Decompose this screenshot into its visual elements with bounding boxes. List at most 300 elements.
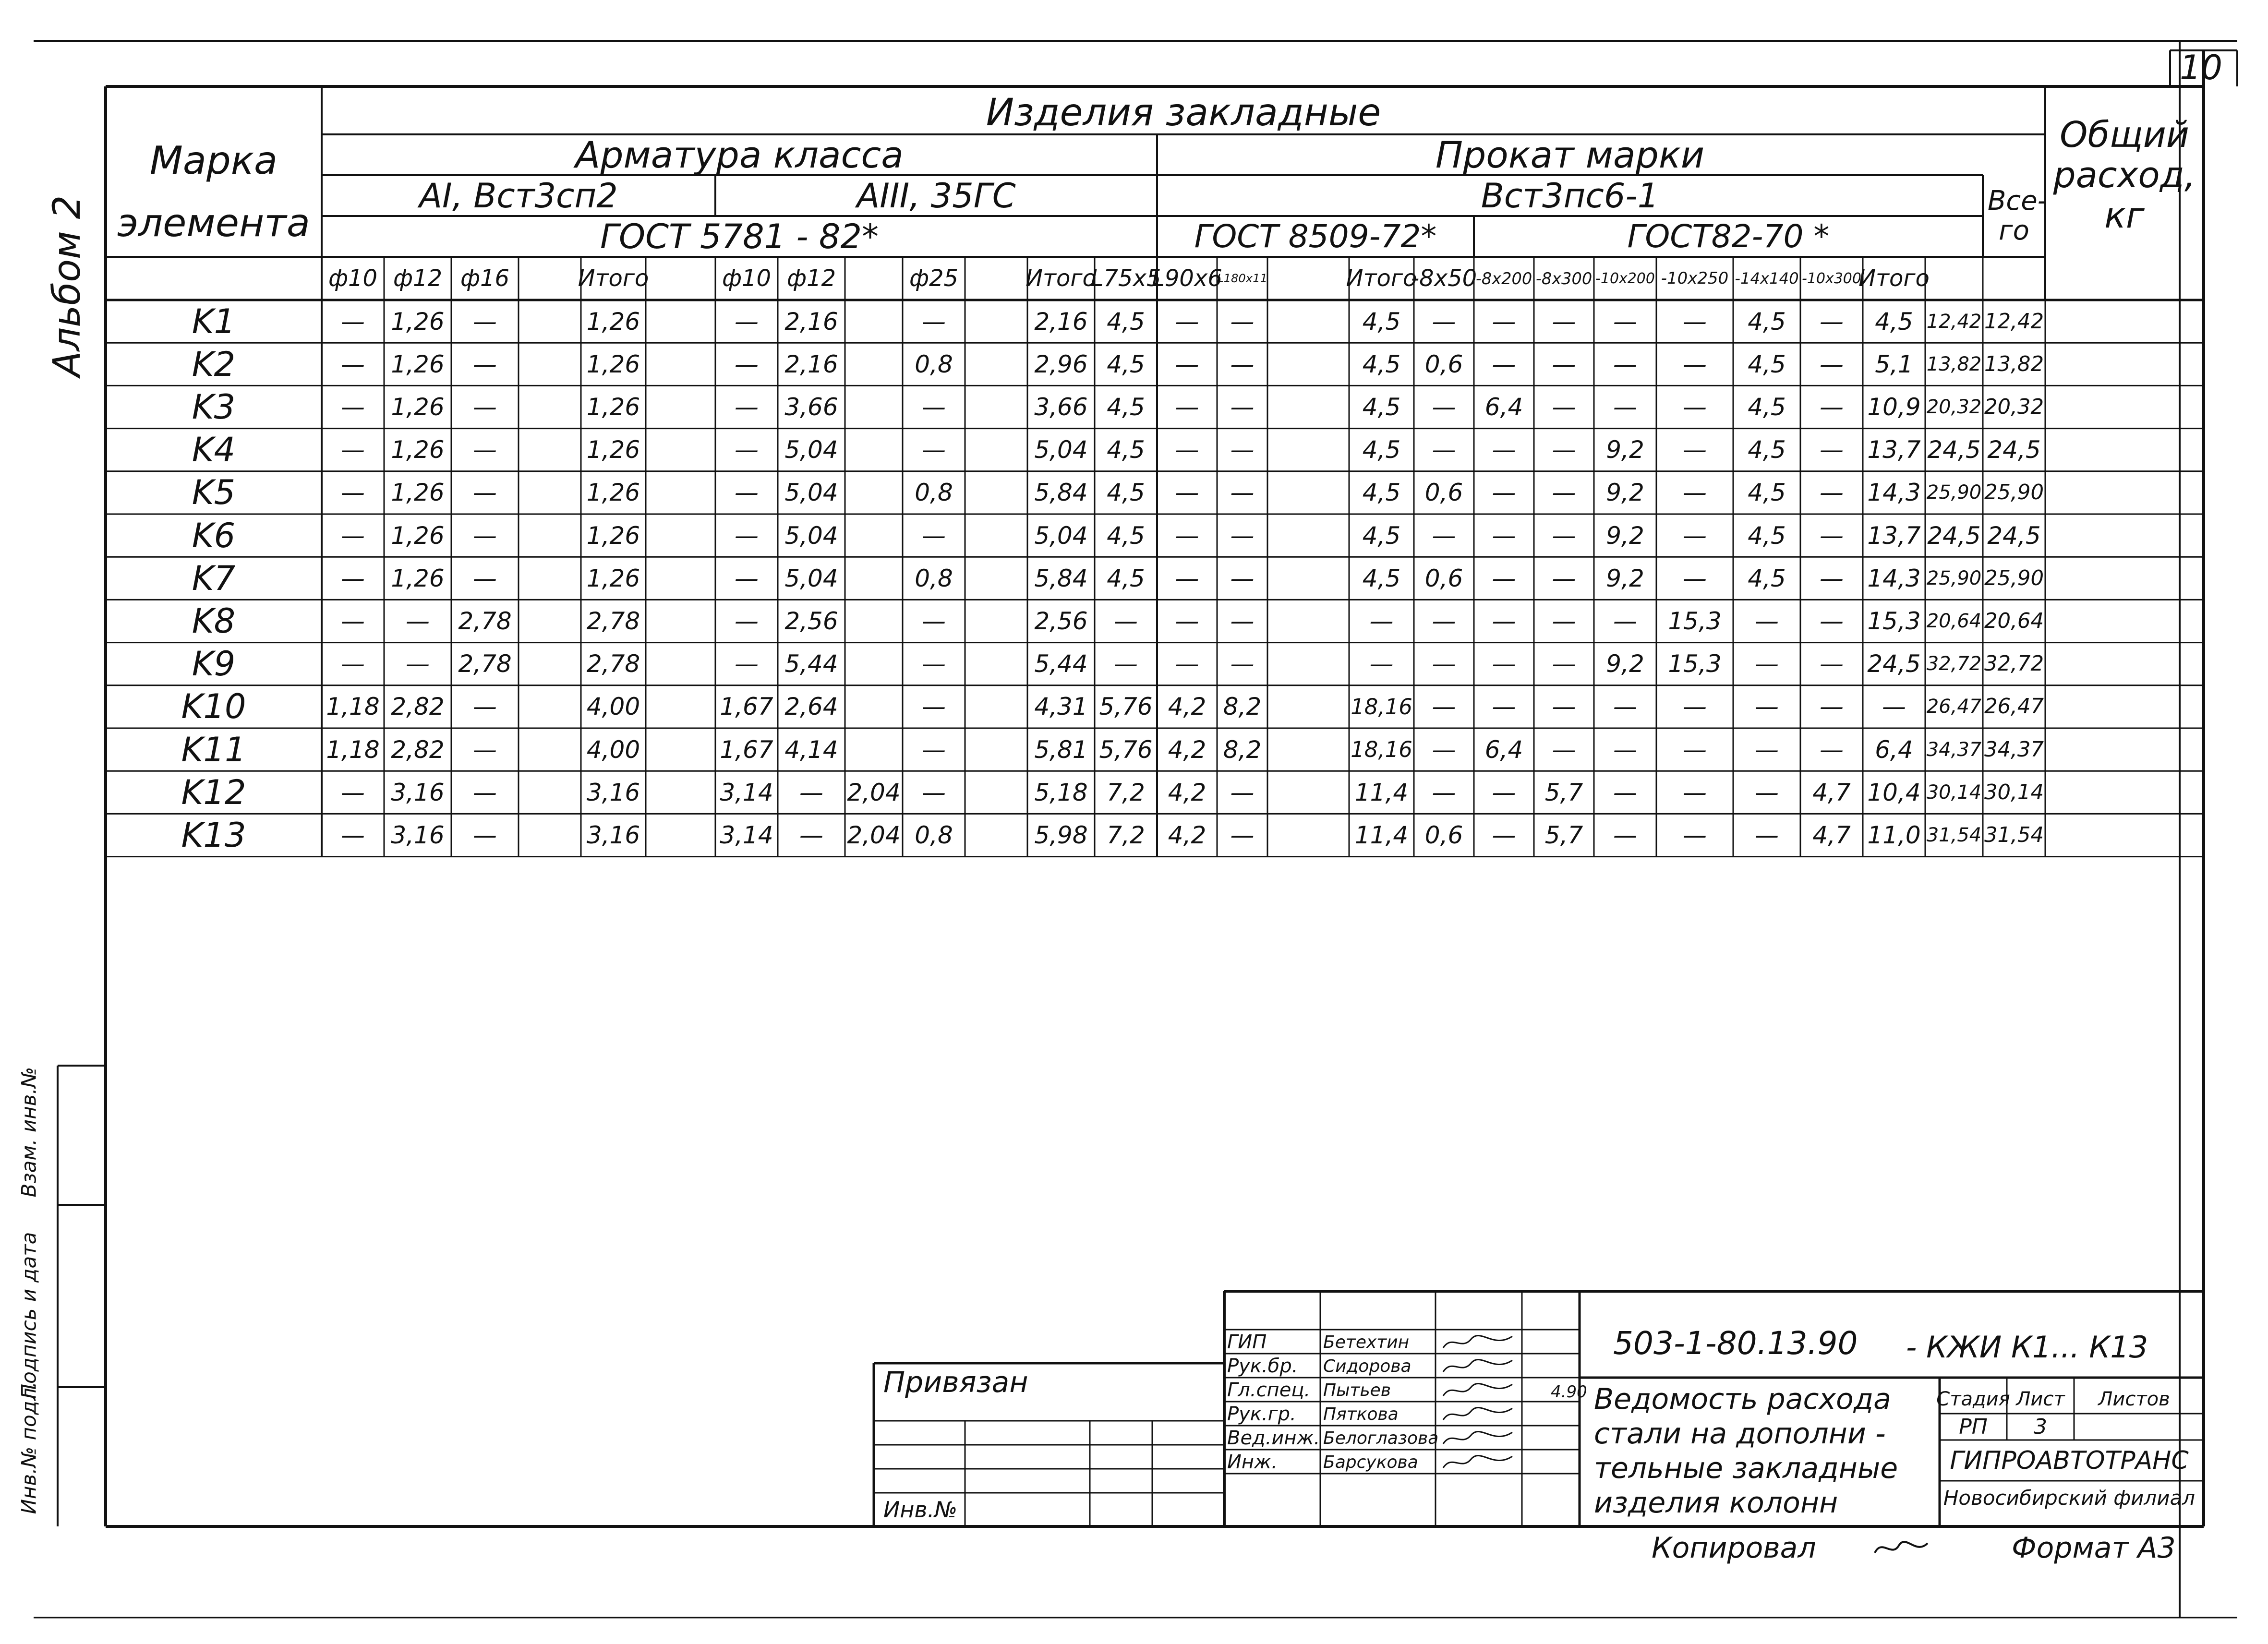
table-cell: 11,4 <box>1354 821 1409 849</box>
table-cell: — <box>735 564 759 592</box>
table-cell: — <box>1613 307 1637 336</box>
table-cell: 3,66 <box>1034 393 1088 421</box>
table-cell: 1,26 <box>586 479 640 507</box>
table-cell: — <box>1683 350 1707 378</box>
table-cell: — <box>1552 393 1576 421</box>
header-vsego-text: Все-го <box>1988 185 2047 246</box>
table-cell: 4,5 <box>1362 350 1401 378</box>
table-cell: 6,4 <box>1875 735 1913 764</box>
table-cell: — <box>473 564 497 592</box>
header-prokat: Прокат марки <box>1435 133 1705 176</box>
table-cell: — <box>1230 821 1255 849</box>
table-cell: 24,5 <box>1987 521 2041 550</box>
header-aiii-class: AIII, 35ГС <box>857 176 1016 216</box>
table-cell: 1,26 <box>586 564 640 592</box>
table-cell: — <box>1820 393 1844 421</box>
table-cell: 4,5 <box>1362 436 1401 464</box>
table-cell: 4,5 <box>1362 307 1401 336</box>
table-cell: — <box>1230 307 1255 336</box>
table-cell: — <box>1432 393 1456 421</box>
table-cell: 4,5 <box>1362 479 1401 507</box>
table-cell: — <box>799 778 823 806</box>
table-cell: 4,5 <box>1748 521 1786 550</box>
table-cell: — <box>1820 650 1844 678</box>
person-name: Пытьев <box>1323 1380 1391 1400</box>
column-header: ф10 <box>722 265 772 292</box>
table-cell: 3,16 <box>586 821 640 849</box>
header-izdeliya: Изделия закладные <box>986 91 1381 134</box>
table-cell: — <box>1755 650 1779 678</box>
table-cell: 5,7 <box>1544 821 1583 849</box>
table-cell: 4,00 <box>586 735 640 764</box>
doc-suffix: - КЖИ К1... К13 <box>1906 1330 2148 1365</box>
table-cell: — <box>1552 607 1576 635</box>
header-ai-class: AI, Вст3сп2 <box>419 176 618 216</box>
inv-no-label: Инв.№ <box>883 1497 958 1523</box>
table-cell: 4,2 <box>1168 778 1206 806</box>
table-cell: 1,26 <box>586 521 640 550</box>
table-cell: — <box>922 307 946 336</box>
table-cell: — <box>341 350 365 378</box>
table-cell: 13,82 <box>1926 353 1982 375</box>
column-header <box>1925 257 1983 300</box>
table-cell: — <box>735 479 759 507</box>
table-cell: — <box>1492 307 1516 336</box>
table-cell: 4,5 <box>1748 564 1786 592</box>
table-cell: — <box>1820 693 1844 721</box>
table-cell: — <box>922 436 946 464</box>
table-cell: — <box>1755 607 1779 635</box>
table-cell: — <box>473 479 497 507</box>
table-cell: — <box>1369 650 1394 678</box>
column-header: -8x300 <box>1535 269 1592 288</box>
table-cell: 2,56 <box>1034 607 1088 635</box>
table-cell: — <box>341 521 365 550</box>
format-label: Формат А3 <box>2012 1531 2176 1565</box>
column-header: -10x250 <box>1661 269 1729 288</box>
table-cell: 3,16 <box>391 778 445 806</box>
table-cell: — <box>473 307 497 336</box>
table-cell: 5,04 <box>784 521 838 550</box>
table-cell: 4,00 <box>586 693 640 721</box>
column-header: ф10 <box>328 265 378 292</box>
sheet-number: 10 <box>2180 48 2223 87</box>
table-cell: — <box>1492 521 1516 550</box>
table-cell: — <box>473 393 497 421</box>
row-mark: K9 <box>192 644 236 684</box>
table-cell: — <box>341 564 365 592</box>
table-cell: — <box>1613 778 1637 806</box>
table-cell: 13,82 <box>1984 352 2044 376</box>
table-cell: — <box>473 521 497 550</box>
copier-signature-icon <box>1872 1534 1930 1562</box>
table-cell: 14,3 <box>1867 564 1921 592</box>
table-cell: — <box>341 436 365 464</box>
column-header: L75x5 <box>1090 265 1161 292</box>
column-header <box>965 257 1027 300</box>
table-cell: 2,04 <box>847 821 901 849</box>
person-name: Пяткова <box>1323 1404 1399 1424</box>
header-obshchiy-text: Общий расход, кг <box>2053 114 2196 236</box>
table-cell: 1,26 <box>391 564 445 592</box>
header-obshchiy <box>2045 91 2204 259</box>
table-cell: — <box>1432 521 1456 550</box>
table-cell: 15,3 <box>1668 607 1722 635</box>
column-header: -14x140 <box>1735 269 1799 288</box>
table-cell: 11,4 <box>1354 778 1409 806</box>
table-cell: — <box>922 778 946 806</box>
person-name: Белоглазова <box>1323 1428 1439 1448</box>
doc-title-line: стали на дополни - <box>1594 1417 1886 1451</box>
table-cell: — <box>1175 521 1199 550</box>
table-cell: 0,8 <box>915 564 953 592</box>
column-header: ф16 <box>460 265 510 292</box>
table-cell: — <box>473 778 497 806</box>
column-header: L90x6 <box>1152 265 1222 292</box>
org-name: ГИПРОАВТОТРАНС <box>1950 1446 2189 1475</box>
table-cell: 0,6 <box>1424 350 1463 378</box>
table-cell: 20,32 <box>1926 396 1982 418</box>
table-cell: 24,5 <box>1927 436 1981 464</box>
table-cell: 5,98 <box>1034 821 1088 849</box>
table-cell: 9,2 <box>1606 479 1644 507</box>
table-cell: — <box>1175 607 1199 635</box>
table-cell: 18,16 <box>1351 737 1412 763</box>
table-cell: — <box>1683 564 1707 592</box>
row-mark: K1 <box>192 301 236 341</box>
table-cell: — <box>1683 436 1707 464</box>
table-cell: 2,16 <box>784 350 838 378</box>
signature-icon <box>1440 1428 1517 1449</box>
table-cell: — <box>473 436 497 464</box>
table-cell: 4,5 <box>1107 307 1145 336</box>
table-cell: 7,2 <box>1107 778 1145 806</box>
table-cell: — <box>1175 479 1199 507</box>
table-cell: — <box>1683 307 1707 336</box>
table-cell: 0,8 <box>915 350 953 378</box>
table-cell: — <box>922 607 946 635</box>
table-cell: 2,96 <box>1034 350 1088 378</box>
table-cell: — <box>1230 778 1255 806</box>
table-cell: — <box>1820 735 1844 764</box>
table-cell: — <box>1755 778 1779 806</box>
table-cell: 6,4 <box>1484 393 1523 421</box>
person-name: Барсукова <box>1323 1452 1418 1472</box>
table-cell: — <box>1552 564 1576 592</box>
table-cell: 5,04 <box>784 479 838 507</box>
table-cell: 32,72 <box>1926 653 1982 675</box>
column-header: Итого <box>1025 265 1097 292</box>
table-cell: 3,16 <box>586 778 640 806</box>
table-cell: 4,2 <box>1168 821 1206 849</box>
table-cell: 6,4 <box>1484 735 1523 764</box>
table-cell: 14,3 <box>1867 479 1921 507</box>
table-cell: — <box>341 821 365 849</box>
table-cell: 2,78 <box>586 650 640 678</box>
table-cell: — <box>1369 607 1394 635</box>
person-name: Сидорова <box>1323 1356 1411 1376</box>
table-cell: — <box>922 393 946 421</box>
table-cell: — <box>1230 521 1255 550</box>
table-cell: 4,5 <box>1748 350 1786 378</box>
left-stamp-inv: Инв.№ подл. <box>17 1381 41 1514</box>
table-cell: — <box>1820 564 1844 592</box>
table-cell: — <box>1755 821 1779 849</box>
table-cell: — <box>1492 778 1516 806</box>
table-cell: — <box>922 735 946 764</box>
table-cell: 3,16 <box>391 821 445 849</box>
table-cell: — <box>1552 479 1576 507</box>
table-cell: 4,5 <box>1107 350 1145 378</box>
table-cell: — <box>341 479 365 507</box>
stage-label: Стадия <box>1936 1388 2010 1410</box>
table-cell: 4,5 <box>1107 479 1145 507</box>
row-mark: K13 <box>181 815 246 855</box>
table-cell: 25,90 <box>1984 480 2044 505</box>
table-cell: 4,5 <box>1748 307 1786 336</box>
table-cell: — <box>1492 650 1516 678</box>
table-cell: — <box>1175 436 1199 464</box>
table-cell: — <box>1432 650 1456 678</box>
table-cell: 2,78 <box>586 607 640 635</box>
table-cell: 2,78 <box>458 607 512 635</box>
table-cell: 18,16 <box>1351 694 1412 720</box>
table-cell: 1,26 <box>391 350 445 378</box>
table-cell: — <box>735 607 759 635</box>
table-cell: — <box>1432 693 1456 721</box>
table-cell: 4,5 <box>1107 436 1145 464</box>
sheets-label: Листов <box>2098 1388 2170 1410</box>
table-cell: — <box>1552 693 1576 721</box>
column-header: -8x200 <box>1475 269 1532 288</box>
column-header <box>646 257 715 300</box>
table-cell: — <box>1613 393 1637 421</box>
header-vsego <box>1983 175 2045 257</box>
doc-title-line: Ведомость расхода <box>1594 1382 1891 1416</box>
table-cell: — <box>1175 350 1199 378</box>
table-cell: 30,14 <box>1984 780 2044 804</box>
row-mark: K3 <box>192 387 236 427</box>
privyazan-label: Привязан <box>883 1366 1028 1399</box>
table-cell: — <box>1492 479 1516 507</box>
table-cell: 13,7 <box>1867 436 1921 464</box>
table-cell: 34,37 <box>1926 738 1982 761</box>
role-label: Рук.гр. <box>1227 1403 1296 1425</box>
table-cell: — <box>1552 436 1576 464</box>
table-cell: — <box>1755 693 1779 721</box>
signature-icon <box>1440 1332 1517 1353</box>
table-cell: 1,67 <box>720 735 773 764</box>
table-cell: — <box>341 393 365 421</box>
table-cell: — <box>1230 393 1255 421</box>
table-cell: — <box>1683 735 1707 764</box>
table-cell: — <box>1820 350 1844 378</box>
table-cell: 4,2 <box>1168 735 1206 764</box>
table-cell: 30,14 <box>1926 781 1982 804</box>
signature-icon <box>1440 1380 1517 1401</box>
table-cell: 4,2 <box>1168 693 1206 721</box>
table-cell: 4,5 <box>1748 393 1786 421</box>
table-cell: — <box>1230 564 1255 592</box>
table-cell: — <box>1820 307 1844 336</box>
table-cell: 2,56 <box>784 607 838 635</box>
header-marka <box>106 86 322 298</box>
table-cell: 1,26 <box>586 393 640 421</box>
table-cell: — <box>1552 521 1576 550</box>
table-cell: 0,6 <box>1424 479 1463 507</box>
table-cell: — <box>1613 607 1637 635</box>
table-cell: — <box>1613 693 1637 721</box>
table-cell: — <box>1175 564 1199 592</box>
table-cell: 24,5 <box>1867 650 1921 678</box>
row-mark: K5 <box>192 473 236 513</box>
header-gost-8509: ГОСТ 8509-72* <box>1194 218 1437 255</box>
table-cell: 9,2 <box>1606 650 1644 678</box>
role-label: Инж. <box>1227 1451 1278 1473</box>
table-cell: 12,42 <box>1926 310 1982 333</box>
table-cell: 5,04 <box>784 436 838 464</box>
table-cell: 1,26 <box>391 521 445 550</box>
table-cell: — <box>1882 693 1906 721</box>
table-cell: — <box>1613 735 1637 764</box>
table-cell: — <box>473 735 497 764</box>
table-cell: 3,14 <box>720 821 773 849</box>
table-cell: — <box>922 693 946 721</box>
row-mark: K11 <box>181 730 246 769</box>
table-cell: 11,0 <box>1867 821 1921 849</box>
table-cell: 4,7 <box>1812 778 1851 806</box>
table-cell: 2,82 <box>391 735 445 764</box>
row-mark: K4 <box>192 430 236 470</box>
table-cell: 4,5 <box>1748 479 1786 507</box>
left-stamp-vzam: Взам. инв.№ <box>17 1067 41 1198</box>
person-name: Бетехтин <box>1323 1332 1410 1352</box>
table-cell: — <box>1492 693 1516 721</box>
column-header <box>845 257 903 300</box>
table-cell: 12,42 <box>1984 309 2044 334</box>
table-cell: 2,16 <box>784 307 838 336</box>
table-cell: — <box>735 393 759 421</box>
table-cell: — <box>1230 479 1255 507</box>
table-cell: — <box>1230 607 1255 635</box>
table-cell: — <box>1683 393 1707 421</box>
table-cell: — <box>1820 436 1844 464</box>
table-cell: — <box>406 607 430 635</box>
table-cell: 9,2 <box>1606 564 1644 592</box>
table-cell: 1,26 <box>391 393 445 421</box>
table-cell: — <box>799 821 823 849</box>
table-cell: — <box>341 607 365 635</box>
table-cell: 5,84 <box>1034 564 1088 592</box>
column-header <box>1267 257 1349 300</box>
table-cell: 1,26 <box>391 307 445 336</box>
table-cell: — <box>1552 650 1576 678</box>
column-header: L180x11 <box>1217 272 1267 285</box>
table-cell: — <box>1820 607 1844 635</box>
table-cell: — <box>1492 821 1516 849</box>
table-cell: 3,14 <box>720 778 773 806</box>
table-cell: 5,84 <box>1034 479 1088 507</box>
table-cell: — <box>473 693 497 721</box>
table-cell: 2,16 <box>1034 307 1088 336</box>
signature-icon <box>1440 1404 1517 1425</box>
table-cell: — <box>1820 479 1844 507</box>
table-cell: 9,2 <box>1606 521 1644 550</box>
table-cell: 5,7 <box>1544 778 1583 806</box>
table-cell: 24,5 <box>1987 436 2041 464</box>
column-header: -10x300 <box>1802 270 1861 287</box>
table-cell: — <box>1492 607 1516 635</box>
doc-title-line: тельные закладные <box>1594 1452 1898 1485</box>
table-cell: 7,2 <box>1107 821 1145 849</box>
sheet-label: Лист <box>2016 1388 2065 1410</box>
table-cell: 0,6 <box>1424 564 1463 592</box>
column-header: -8x50 <box>1411 265 1477 292</box>
table-cell: — <box>1552 307 1576 336</box>
column-header <box>519 257 581 300</box>
table-cell: — <box>1683 778 1707 806</box>
header-vst3: Вст3пс6-1 <box>1481 176 1659 216</box>
table-cell: 4,5 <box>1362 564 1401 592</box>
column-header: ф25 <box>909 265 959 292</box>
table-cell: — <box>1230 350 1255 378</box>
table-cell: — <box>1175 307 1199 336</box>
table-cell: 0,8 <box>915 479 953 507</box>
table-cell: 20,32 <box>1984 395 2044 419</box>
table-cell: — <box>1175 650 1199 678</box>
table-cell: 2,78 <box>458 650 512 678</box>
table-cell: — <box>1755 735 1779 764</box>
header-marka-text: Марка элемента <box>117 138 310 245</box>
table-cell: — <box>473 821 497 849</box>
table-cell: 15,3 <box>1867 607 1921 635</box>
signature-icon <box>1440 1452 1517 1473</box>
table-cell: 31,54 <box>1984 823 2044 847</box>
stage-value: РП <box>1959 1415 1988 1439</box>
table-cell: — <box>1230 650 1255 678</box>
table-cell: — <box>1432 307 1456 336</box>
row-mark: K10 <box>181 687 246 727</box>
table-cell: 24,5 <box>1927 521 1981 550</box>
table-cell: — <box>1613 821 1637 849</box>
column-header: ф12 <box>786 265 836 292</box>
table-cell: — <box>1683 479 1707 507</box>
table-cell: — <box>1114 650 1138 678</box>
table-cell: — <box>406 650 430 678</box>
column-header: ф12 <box>393 265 443 292</box>
table-cell: — <box>1683 521 1707 550</box>
table-cell: 25,90 <box>1926 481 1982 504</box>
table-cell: 9,2 <box>1606 436 1644 464</box>
signature-icon <box>1440 1356 1517 1377</box>
table-cell: — <box>1492 564 1516 592</box>
table-cell: — <box>1552 735 1576 764</box>
row-mark: K8 <box>192 601 236 641</box>
sheet-value: 3 <box>2034 1415 2047 1439</box>
table-cell: — <box>735 307 759 336</box>
sign-date: 4.90 <box>1551 1382 1587 1402</box>
table-cell: 5,04 <box>784 564 838 592</box>
table-cell: 4,5 <box>1107 564 1145 592</box>
album-label: Альбом 2 <box>46 195 89 377</box>
table-cell: — <box>735 350 759 378</box>
table-cell: 20,64 <box>1984 609 2044 633</box>
table-cell: 5,1 <box>1875 350 1913 378</box>
column-header: Итого <box>578 265 649 292</box>
table-cell: 5,81 <box>1034 735 1088 764</box>
table-cell: 15,3 <box>1668 650 1722 678</box>
doc-title-line: изделия колонн <box>1594 1486 1838 1520</box>
